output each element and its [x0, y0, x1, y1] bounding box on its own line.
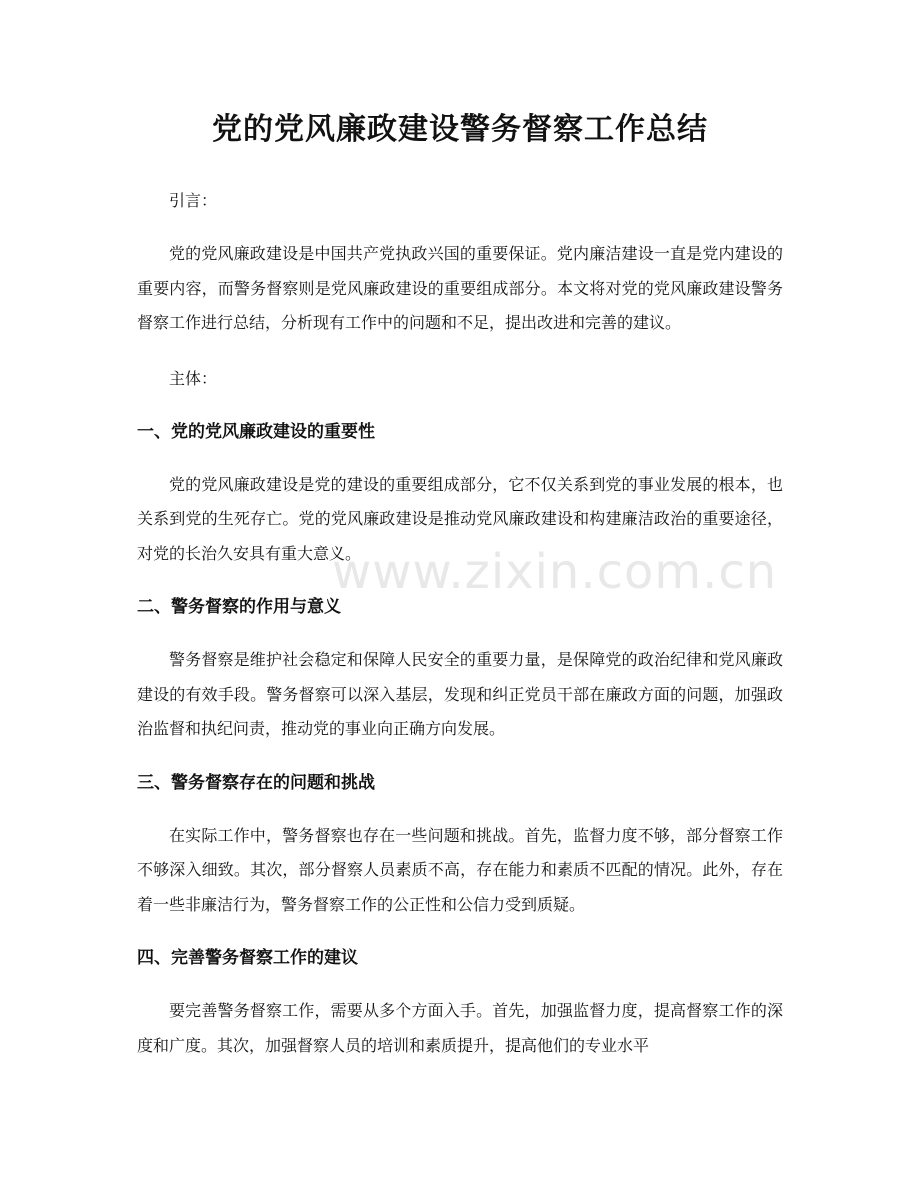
- body-label: 主体：: [169, 368, 218, 388]
- spacer: [137, 800, 783, 819]
- spacer: [137, 624, 783, 643]
- spacer: [137, 747, 783, 766]
- spacer: [137, 218, 783, 237]
- section-heading-4: 四、完善警务督察工作的建议: [137, 948, 358, 968]
- section-paragraph-4: 要完善警务督察工作，需要从多个方面入手。首先，加强监督力度，提高督察工作的深度和广度。其次，加强督察人员的培训和素质提升，提高他们的专业水平: [137, 1001, 783, 1055]
- spacer: [137, 571, 783, 590]
- document-title: 党的党风廉政建设警务督察工作总结: [212, 112, 708, 147]
- spacer: [137, 396, 783, 415]
- intro-paragraph: 党的党风廉政建设是中国共产党执政兴国的重要保证。党内廉洁建设一直是党内建设的重要内容，而警务督察则是党风廉政建设的重要组成部分。本文将对党的党风廉政建设警务督察工作进行总结，分析现有工作中的问题和不足，提出改进和完善的建议。: [137, 244, 783, 332]
- spacer: [137, 449, 783, 468]
- spacer: [137, 922, 783, 941]
- document-content: [137, 184, 783, 1063]
- watermark: www.zixin.com.cn: [332, 544, 778, 600]
- intro-label: 引言：: [169, 191, 218, 210]
- section-paragraph-3: 在实际工作中，警务督察也存在一些问题和挑战。首先，监督力度不够，部分督察工作不够深入细致。其次，部分督察人员素质不高，存在能力和素质不匹配的情况。此外，存在着一些非廉洁行为，警务督察工作的公正性和公信力受到质疑。: [137, 825, 783, 914]
- section-heading-3: 三、警务督察存在的问题和挑战: [137, 772, 375, 793]
- section-heading-1: 一、党的党风廉政建设的重要性: [137, 421, 375, 442]
- section-heading-2: 二、警务督察的作用与意义: [137, 597, 341, 617]
- section-paragraph-1: 党的党风廉政建设是党的建设的重要组成部分，它不仅关系到党的事业发展的根本，也关系到党的生死存亡。党的党风廉政建设是推动党风廉政建设和构建廉洁政治的重要途径，对党的长治久安具有重大意义。: [137, 474, 783, 563]
- spacer: [137, 975, 783, 994]
- section-paragraph-2: 警务督察是维护社会稳定和保障人民安全的重要力量，是保障党的政治纪律和党风廉政建设的有效手段。警务督察可以深入基层，发现和纠正党员干部在廉政方面的问题，加强政治监督和执纪问责，推动党的事业向正确方向发展。: [137, 650, 783, 738]
- spacer: [137, 341, 783, 362]
